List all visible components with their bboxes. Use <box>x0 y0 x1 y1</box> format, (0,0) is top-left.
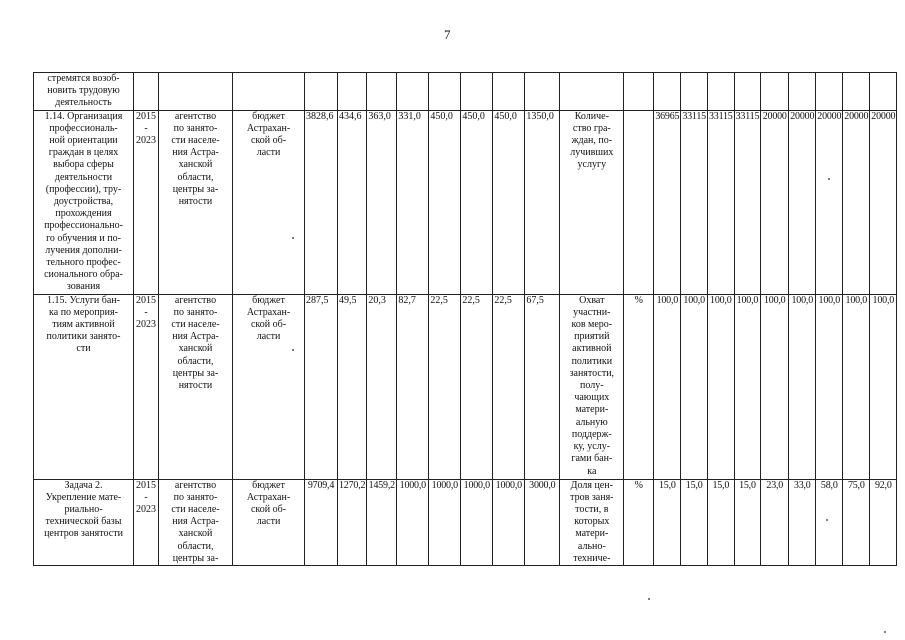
source-cell <box>233 110 305 294</box>
measure-name-cell <box>34 294 134 479</box>
executor-cell <box>159 479 233 565</box>
indicator-value: 20000 <box>870 110 897 294</box>
indicator-value: 33115 <box>734 110 761 294</box>
indicator-value: 100,0 <box>761 294 789 479</box>
indicator-value: 92,0 <box>870 479 897 565</box>
measure-name: стремятся возоб- новить трудовую деятельность <box>47 73 120 109</box>
table-row-task-2 <box>34 479 897 565</box>
funding-source: бюджет Астрахан- ской об- ласти <box>246 110 291 159</box>
indicator-value: 20000 <box>789 110 816 294</box>
indicator-value: 75,0 <box>843 479 870 565</box>
finance-value: 450,0 <box>493 110 525 294</box>
executor: агентство по занято- сти населе- ния Астра- ханской области, центры за- <box>171 479 220 564</box>
indicator-name: Охват участни- ков меро- приятий активной политики занятости, полу- чающих матери- альную поддерж- ку, услу- гами бан- ка <box>569 294 615 477</box>
indicator-cell <box>560 479 624 565</box>
finance-value: 22,5 <box>493 294 525 479</box>
unit-cell: % <box>624 479 654 565</box>
finance-total: 9709,4 <box>305 479 338 565</box>
measure-name: 1.14. Организация профессиональ- ной ориентации граждан в целях выбора сферы деятельности (профессии), тру- доустройства, прохождения профессионально- го обучения и по- лучения дополни- тельного профес- сионального обра- зования <box>44 110 123 293</box>
finance-value: 1350,0 <box>525 110 560 294</box>
unit-cell: % <box>624 294 654 479</box>
scan-speck <box>826 519 828 521</box>
indicator-name: Доля цен- тров заня- тости, в которых матери- ально- техниче- <box>570 479 614 564</box>
task-name-cell <box>34 479 134 565</box>
finance-value: 450,0 <box>429 110 461 294</box>
indicator-value: 100,0 <box>843 294 870 479</box>
executor: агентство по занято- сти населе- ния Астра- ханской области, центры за- нятости <box>171 110 220 208</box>
finance-value: 67,5 <box>525 294 560 479</box>
indicator-value: 100,0 <box>654 294 681 479</box>
finance-value: 22,5 <box>461 294 493 479</box>
measure-name: 1.15. Услуги бан- ка по мероприя- тиям активной политики занято- сти <box>46 294 121 355</box>
source-cell <box>233 479 305 565</box>
finance-total: 287,5 <box>305 294 338 479</box>
table-row-continuation <box>34 73 897 111</box>
finance-value: 3000,0 <box>525 479 560 565</box>
finance-value: 1000,0 <box>493 479 525 565</box>
scan-speck <box>648 598 650 600</box>
indicator-value: 23,0 <box>761 479 789 565</box>
period-cell <box>134 479 159 565</box>
indicator-value: 15,0 <box>707 479 734 565</box>
indicator-value: 33115 <box>707 110 734 294</box>
finance-value: 20,3 <box>367 294 397 479</box>
indicator-value: 15,0 <box>734 479 761 565</box>
finance-value: 82,7 <box>397 294 429 479</box>
finance-value: 434,6 <box>338 110 367 294</box>
scan-speck <box>292 237 294 239</box>
task-name: Задача 2. Укрепление мате- риально- технической базы центров занятости <box>44 479 123 540</box>
indicator-value: 100,0 <box>707 294 734 479</box>
finance-value: 1459,2 <box>367 479 397 565</box>
indicator-cell <box>560 110 624 294</box>
funding-source: бюджет Астрахан- ской об- ласти <box>246 479 291 528</box>
finance-value: 1000,0 <box>461 479 493 565</box>
period-cell <box>134 294 159 479</box>
indicator-value: 15,0 <box>654 479 681 565</box>
funding-source: бюджет Астрахан- ской об- ласти <box>246 294 291 343</box>
finance-value: 1000,0 <box>397 479 429 565</box>
indicator-name: Количе- ство гра- ждан, по- лучивших услугу <box>570 110 614 171</box>
indicator-value: 100,0 <box>789 294 816 479</box>
finance-value: 331,0 <box>397 110 429 294</box>
indicator-value: 33115 <box>681 110 708 294</box>
indicator-value: 20000 <box>761 110 789 294</box>
indicator-value: 20000 <box>843 110 870 294</box>
finance-value: 1000,0 <box>429 479 461 565</box>
indicator-value: 100,0 <box>816 294 843 479</box>
executor: агентство по занято- сти населе- ния Астра- ханской области, центры за- нятости <box>171 294 220 392</box>
source-cell <box>233 294 305 479</box>
indicator-value: 33,0 <box>789 479 816 565</box>
indicator-cell <box>560 294 624 479</box>
period: 2015 - 2023 <box>136 479 156 516</box>
indicator-value: 20000 <box>816 110 843 294</box>
table-row-measure-1-15 <box>34 294 897 479</box>
period-cell <box>134 110 159 294</box>
finance-value: 49,5 <box>338 294 367 479</box>
scan-speck <box>292 349 294 351</box>
finance-value: 363,0 <box>367 110 397 294</box>
executor-cell <box>159 294 233 479</box>
period: 2015 - 2023 <box>136 110 156 147</box>
finance-value: 22,5 <box>429 294 461 479</box>
measure-name-cell <box>34 73 134 111</box>
scan-speck <box>884 631 886 633</box>
table-row-measure-1-14 <box>34 110 897 294</box>
measure-name-cell <box>34 110 134 294</box>
scan-speck <box>828 178 830 180</box>
indicator-value: 36965 <box>654 110 681 294</box>
unit-cell <box>624 110 654 294</box>
executor-cell <box>159 110 233 294</box>
indicator-value: 100,0 <box>734 294 761 479</box>
indicator-value: 58,0 <box>816 479 843 565</box>
program-table <box>33 72 897 566</box>
finance-total: 3828,6 <box>305 110 338 294</box>
finance-value: 1270,2 <box>338 479 367 565</box>
page-number: 7 <box>444 27 451 42</box>
indicator-value: 15,0 <box>681 479 708 565</box>
indicator-value: 100,0 <box>681 294 708 479</box>
finance-value: 450,0 <box>461 110 493 294</box>
indicator-value: 100,0 <box>870 294 897 479</box>
period: 2015 - 2023 <box>136 294 156 331</box>
